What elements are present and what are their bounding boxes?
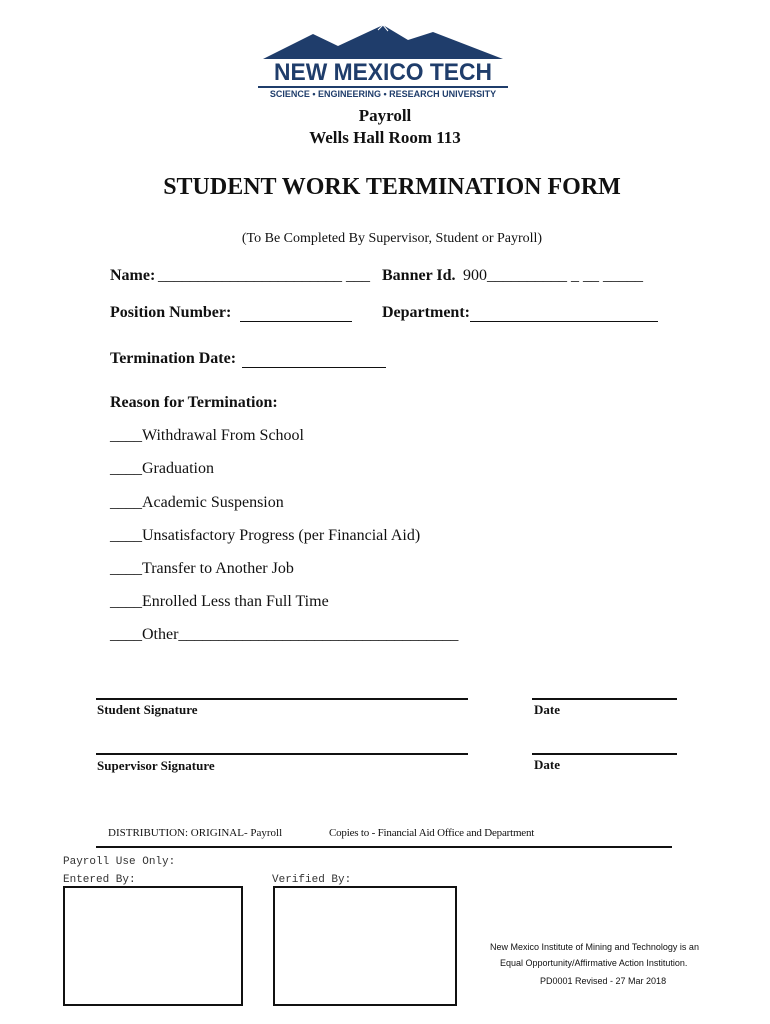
banner-field[interactable]: 900__________ _ __ _____ [463, 267, 643, 284]
verified-by-box[interactable] [273, 886, 457, 1006]
termination-date-field[interactable] [242, 367, 386, 368]
logo-tagline: SCIENCE • ENGINEERING • RESEARCH UNIVERSITY [269, 89, 497, 99]
reason-academic-suspension[interactable]: ____Academic Suspension [110, 494, 284, 511]
page-title: STUDENT WORK TERMINATION FORM [163, 174, 621, 200]
subtitle: (To Be Completed By Supervisor, Student or Payroll) [241, 231, 543, 246]
distribution-divider [96, 846, 672, 848]
footer-form-revision: PD0001 Revised - 27 Mar 2018 [540, 976, 667, 986]
position-field[interactable] [240, 321, 352, 322]
termination-date-label: Termination Date: [110, 350, 237, 367]
verified-by-label: Verified By: [272, 874, 352, 886]
banner-label: Banner Id. [382, 267, 456, 284]
footer-eeo-line2: Equal Opportunity/Affirmative Action Institution. [500, 958, 688, 968]
reason-enrolled-less[interactable]: ____Enrolled Less than Full Time [110, 593, 329, 610]
supervisor-date-label: Date [534, 757, 560, 772]
reasons-heading: Reason for Termination: [110, 394, 278, 411]
reason-graduation[interactable]: ____Graduation [110, 460, 214, 477]
header-location: Wells Hall Room 113 [309, 128, 461, 147]
name-label: Name: [110, 267, 156, 284]
position-label: Position Number: [110, 304, 232, 321]
reason-unsatisfactory-progress[interactable]: ____Unsatisfactory Progress (per Financial Aid) [110, 527, 421, 544]
student-signature-label: Student Signature [97, 702, 198, 717]
student-date-label: Date [534, 702, 560, 717]
supervisor-signature-line[interactable] [96, 753, 468, 755]
payroll-use-only-label: Payroll Use Only: [63, 856, 176, 868]
department-field[interactable] [470, 321, 658, 322]
entered-by-box[interactable] [63, 886, 243, 1006]
reason-withdrawal[interactable]: ____Withdrawal From School [110, 427, 304, 444]
distribution-original: DISTRIBUTION: ORIGINAL- Payroll [108, 827, 283, 839]
supervisor-signature-label: Supervisor Signature [97, 758, 215, 773]
logo [258, 22, 508, 100]
department-label: Department: [382, 304, 470, 321]
student-signature-line[interactable] [96, 698, 468, 700]
student-date-line[interactable] [532, 698, 677, 700]
header-dept: Payroll [358, 106, 412, 125]
logo-name: NEW MEXICO TECH [274, 59, 492, 86]
distribution-copies: Copies to - Financial Aid Office and Department [329, 827, 535, 839]
reason-transfer[interactable]: ____Transfer to Another Job [110, 560, 294, 577]
name-field[interactable]: _______________________ ___ [158, 267, 370, 284]
entered-by-label: Entered By: [63, 874, 136, 886]
mountain-logo-icon [258, 22, 508, 62]
footer-eeo-line1: New Mexico Institute of Mining and Technology is an [490, 942, 699, 952]
reason-other[interactable]: ____Other___________________________________ [110, 626, 459, 643]
supervisor-date-line[interactable] [532, 753, 677, 755]
